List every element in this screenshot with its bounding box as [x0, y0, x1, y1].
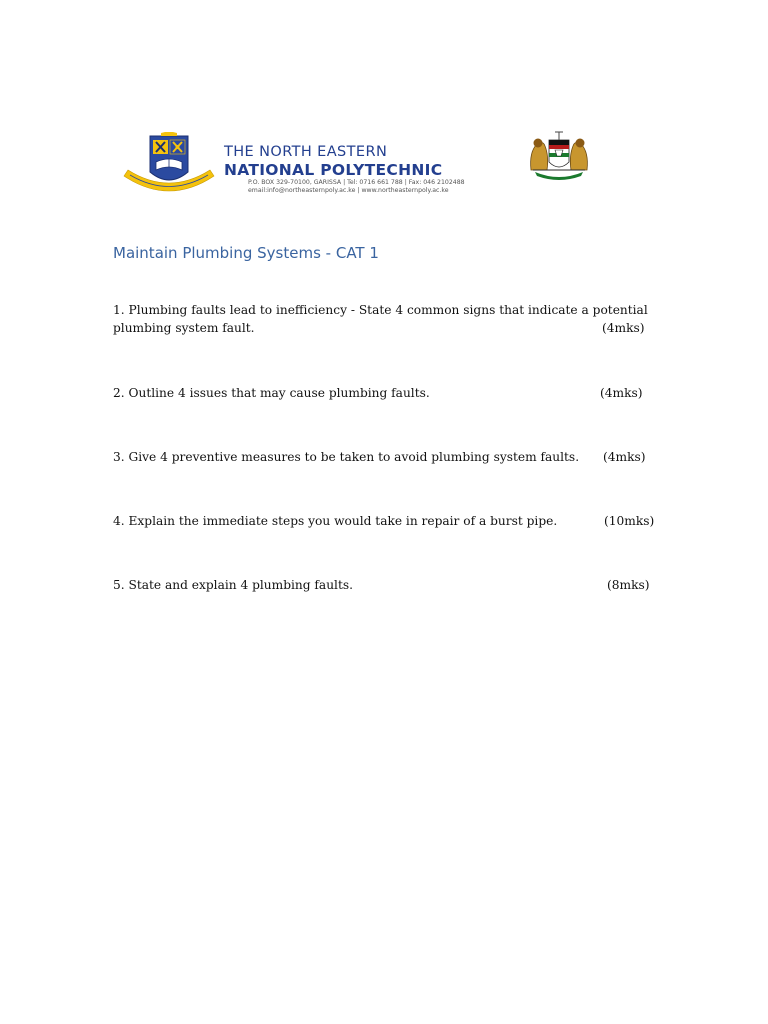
question-1	[113, 301, 673, 337]
letterhead	[120, 130, 595, 200]
question-3	[113, 448, 673, 466]
question-4	[113, 512, 673, 530]
coat-of-arms-emblem	[525, 130, 593, 182]
document-title: Maintain Plumbing Systems - CAT 1	[113, 244, 379, 262]
question-marks: (8mks)	[607, 578, 650, 592]
institution-name-line2: NATIONAL POLYTECHNIC	[224, 161, 443, 179]
question-marks: (4mks)	[603, 450, 646, 464]
question-row	[113, 384, 673, 402]
question-text: 4. Explain the immediate steps you would take in repair of a burst pipe.	[113, 514, 558, 528]
institution-name-block	[224, 144, 524, 195]
question-5	[113, 576, 673, 594]
polytechnic-crest-logo	[120, 132, 218, 198]
contact-email-web: email:info@northeasternpoly.ac.ke | www.northeasternpoly.ac.ke	[248, 187, 449, 194]
question-marks: (4mks)	[600, 386, 643, 400]
question-row	[113, 512, 673, 530]
question-row	[113, 448, 673, 466]
question-text: 3. Give 4 preventive measures to be taken to avoid plumbing system faults.	[113, 450, 580, 464]
question-2	[113, 384, 673, 402]
question-marks: (10mks)	[604, 514, 655, 528]
question-text: 2. Outline 4 issues that may cause plumbing faults.	[113, 386, 430, 400]
question-text: plumbing system fault.	[113, 321, 255, 335]
institution-name-line1: THE NORTH EASTERN	[224, 144, 388, 160]
question-text-line	[113, 319, 673, 337]
question-text: 5. State and explain 4 plumbing faults.	[113, 578, 353, 592]
question-marks: (4mks)	[602, 321, 645, 335]
question-text-line: 1. Plumbing faults lead to inefficiency - State 4 common signs that indicate a potential	[113, 303, 648, 317]
contact-address: P.O. BOX 329-70100, GARISSA | Tel: 0716 661 788 | Fax: 046 2102488	[248, 179, 465, 186]
question-row	[113, 576, 673, 594]
